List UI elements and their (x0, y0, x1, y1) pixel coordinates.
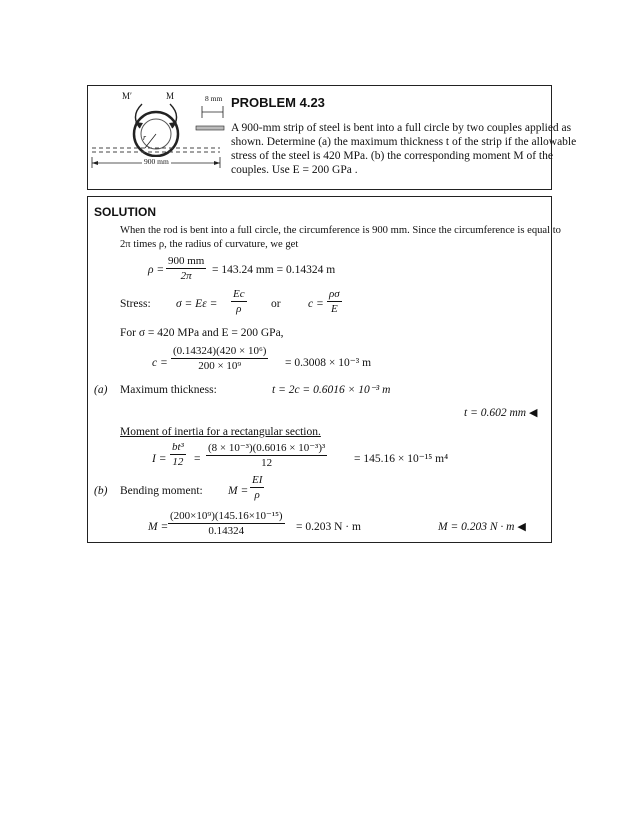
moi-heading: Moment of inertia for a rectangular section. (120, 426, 321, 438)
moi-result: = 145.16 × 10⁻¹⁵ m⁴ (354, 453, 449, 465)
label-m: M (166, 91, 175, 101)
radius-line (145, 134, 156, 148)
rho-result: = 143.24 mm = 0.14324 m (212, 264, 336, 276)
for-line: For σ = 420 MPa and E = 200 GPa, (120, 327, 284, 339)
intro-line-2: 2π times ρ, the radius of curvature, we get (120, 239, 299, 250)
rho-denominator: 2π (180, 270, 192, 282)
problem-title: PROBLEM 4.23 (231, 95, 325, 110)
stress-fraction (231, 288, 247, 315)
part-a-answer-text: t = 0.602 mm (464, 407, 527, 419)
moi-equals: = (194, 453, 201, 465)
strip-cross-section (196, 126, 224, 130)
moi-numerator-2: (8 × 10⁻³)(0.6016 × 10⁻³)³ (208, 442, 326, 454)
part-a-label: Maximum thickness: (120, 384, 217, 396)
c-denominator: E (330, 303, 338, 315)
c-calc-numerator: (0.14324)(420 × 10⁶) (173, 345, 267, 357)
part-b-tag: (b) (94, 485, 108, 497)
rho-fraction (166, 255, 206, 282)
moi-denominator-1: 12 (172, 456, 184, 468)
label-length: 900 mm (144, 157, 169, 166)
problem-box (87, 85, 577, 190)
part-a-tag: (a) (94, 384, 108, 396)
moi-denominator-2: 12 (261, 457, 273, 469)
stress-lhs: σ = Eε = (176, 298, 218, 310)
statement-line-1: A 900-mm strip of steel is bent into a full circle by two couples applied as (231, 122, 572, 134)
part-b-answer-text: M = 0.203 N · m (438, 521, 515, 533)
stress-denominator: ρ (236, 303, 242, 315)
m-calc-lhs: M = (148, 521, 169, 533)
rho-numerator: 900 mm (168, 255, 205, 267)
label-radius: r (143, 133, 147, 142)
moi-fraction-1 (170, 441, 186, 468)
c-fraction (327, 288, 342, 315)
moi-fraction-2 (206, 441, 327, 469)
c-lhs: c = (308, 298, 324, 310)
rho-lhs: ρ = (148, 264, 165, 276)
stress-label: Stress: (120, 298, 151, 310)
part-b-label: Bending moment: (120, 485, 203, 497)
c-calc-lhs: c = (152, 357, 168, 369)
part-a-equation: t = 2c = 0.6016 × 10⁻³ m (272, 384, 391, 396)
c-calc-denominator: 200 × 10⁹ (198, 360, 242, 372)
answer-arrow-icon: ◀ (517, 521, 526, 533)
part-a-answer (464, 406, 537, 421)
moi-numerator-1: bt³ (172, 441, 184, 453)
statement-line-4: couples. Use E = 200 GPa . (231, 164, 358, 176)
m-denominator: ρ (254, 489, 260, 501)
moi-lhs: I = (152, 453, 167, 465)
statement-line-2: shown. Determine (a) the maximum thickness t of the strip if the allowable (231, 136, 577, 148)
stress-or: or (271, 298, 281, 310)
c-numerator: ρσ (329, 288, 340, 300)
m-calc-result: = 0.203 N · m (296, 521, 361, 533)
c-calc-result: = 0.3008 × 10⁻³ m (285, 357, 372, 369)
m-calc-fraction (168, 509, 285, 537)
label-m-prime: M′ (122, 91, 132, 101)
stress-numerator: Ec (233, 288, 245, 300)
m-lhs: M = (228, 485, 249, 497)
m-fraction (250, 474, 264, 501)
c-calc-fraction (171, 345, 268, 372)
statement-line-3: stress of the steel is 420 MPa. (b) the corresponding moment M of the (231, 150, 553, 162)
m-numerator: EI (252, 474, 263, 486)
m-calc-denominator: 0.14324 (208, 525, 245, 537)
answer-arrow-icon: ◀ (528, 407, 538, 419)
intro-line-1: When the rod is bent into a full circle, the circumference is 900 mm. Since the circumference is equal to (120, 225, 561, 236)
solution-box (87, 196, 561, 543)
solution-header: SOLUTION (94, 205, 156, 219)
label-thickness: 8 mm (205, 94, 223, 103)
m-calc-numerator: (200×10⁹)(145.16×10⁻¹⁵) (170, 510, 283, 522)
part-b-answer (438, 520, 526, 535)
